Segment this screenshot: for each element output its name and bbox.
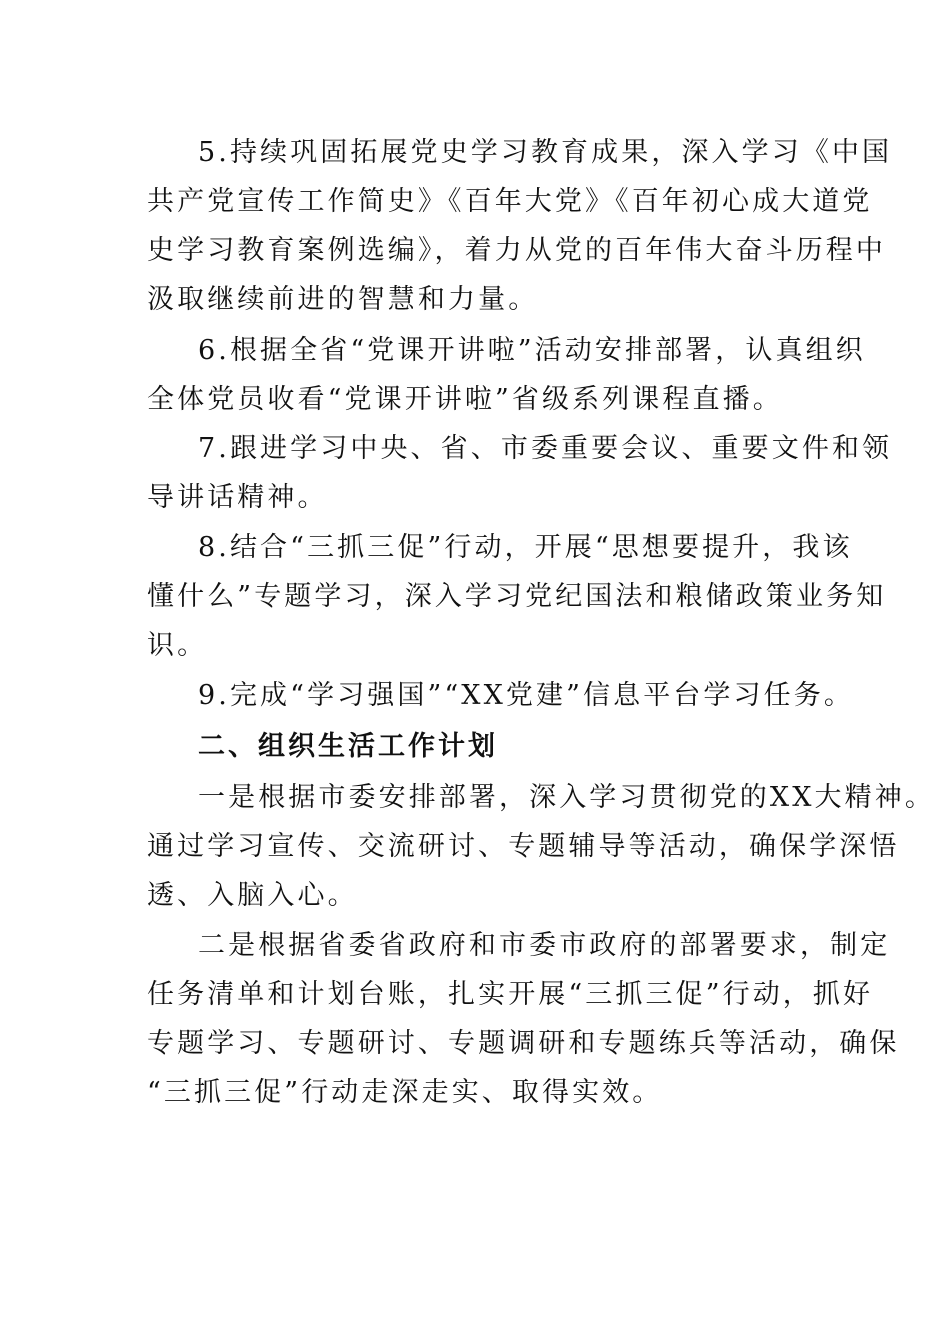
paragraph-2-line-4: “三抓三促”行动走深走实、取得实效。 xyxy=(147,1077,663,1108)
item-5-line-4: 汲取继续前进的智慧和力量。 xyxy=(147,284,539,315)
item-5-line-1: 5.持续巩固拓展党史学习教育成果，深入学习《中国 xyxy=(198,137,893,168)
paragraph-1-line-1: 一是根据市委安排部署，深入学习贯彻党的XX大精神。 xyxy=(198,782,935,813)
item-6-line-1: 6.根据全省“党课开讲啦”活动安排部署，认真组织 xyxy=(198,335,866,366)
paragraph-2-line-1: 二是根据省委省政府和市委市政府的部署要求，制定 xyxy=(198,930,891,961)
item-5-line-2: 共产党宣传工作简史》《百年大党》《百年初心成大道党 xyxy=(147,186,873,217)
paragraph-2-line-2: 任务清单和计划台账，扎实开展“三抓三促”行动，抓好 xyxy=(147,979,874,1010)
item-8-line-3: 识。 xyxy=(147,630,208,661)
item-8-line-2: 懂什么”专题学习，深入学习党纪国法和粮储政策业务知 xyxy=(147,581,887,612)
item-7-line-2: 导讲话精神。 xyxy=(147,482,328,513)
item-8-line-1: 8.结合“三抓三促”行动，开展“思想要提升，我该 xyxy=(198,532,853,563)
item-5-line-3: 史学习教育案例选编》，着力从党的百年伟大奋斗历程中 xyxy=(147,235,886,266)
item-6-line-2: 全体党员收看“党课开讲啦”省级系列课程直播。 xyxy=(147,384,783,415)
paragraph-2-line-3: 专题学习、专题研讨、专题调研和专题练兵等活动，确保 xyxy=(147,1028,900,1059)
item-9-line-1: 9.完成“学习强国”“XX党建”信息平台学习任务。 xyxy=(198,680,854,711)
item-7-line-1: 7.跟进学习中央、省、市委重要会议、重要文件和领 xyxy=(198,433,893,464)
section-heading: 二、组织生活工作计划 xyxy=(198,731,498,762)
paragraph-1-line-3: 透、入脑入心。 xyxy=(147,880,358,911)
paragraph-1-line-2: 通过学习宣传、交流研讨、专题辅导等活动，确保学深悟 xyxy=(147,831,900,862)
